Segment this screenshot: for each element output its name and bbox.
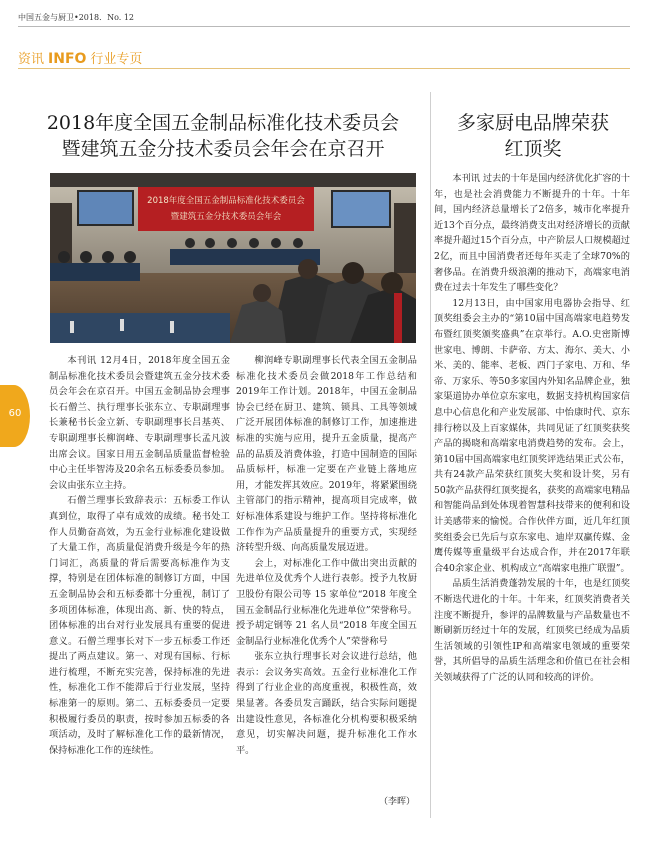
article2-column [434,171,630,686]
page-number: 60 [8,408,22,419]
column-divider [430,92,431,818]
header-divider [18,26,630,27]
section-label-info: INFO [48,51,87,67]
article1-col1-paragraph: 石僧兰理事长致辞表示：五标委工作认真到位，取得了卓有成效的成绩。秘书处工作人员勤奋高效，为五金行业标准化建设做了大量工作，高质量促消费升级是今年的热门词汇，高质量的背后需要高标准作为支撑，特别是在团体标准的制修订方面，中国五金制品协会和五标委都十分重视，制订了多项团体标准，体现出高、新、快的特点，团体标准的出台对行业发展具有重要的促进意义。石僧兰理事长对下一步五标委工作还提出了两点建议。第一、对现有国标、行标进行梳理，不断充实完善，保持标准的先进性，标准化工作不能滞后于行业发展，坚持标准第一的原则。第二、五标委委员一定要积极履行委员的职责，按时参加五标委的各项活动，及时了解标准化工作的最新情况，保持标准化工作的连续性。 [49,495,230,756]
journal-header: 中国五金与厨卫•2018．No. 12 [18,13,135,22]
section-label [18,48,142,67]
article1-author: （李晖） [378,797,415,807]
article1-col1-paragraph: 本刊讯 12月4日，2018年度全国五金制品标准化技术委员会暨建筑五金分技术委员会年会在京召开。中国五金制品协会理事长石僧兰、执行理事长张东立、专职副理事长兼秘书长金立新、专职副理事长吕基英、专职副理事长柳润峰、专职副理事长孟凡波出席会议。国家日用五金制品质量监督检验中心主任毕智涛及20余名五标委委员参加。会议由张东立主持。 [49,355,230,491]
meeting-photo-graphic [50,173,416,343]
photo-banner-line1: 2018年度全国五金制品标准化技术委员会 [147,196,305,206]
article2-paragraph: 本刊讯 过去的十年是国内经济优化扩容的十年，也是社会消费能力不断提升的十年。十年间，国内经济总量增长了2倍多，城市化率提升近13个百分点，最终消费支出对经济增长的贡献率提升超过15个百分点，中产阶层人口规模超过2亿，而且中国消费者还每年买走了全球70%的奢侈品。在消费升级浪潮的推动下，高端家电消费在过去十年发生了哪些变化？ [434,173,630,294]
article2-paragraph: 12月13日，由中国家用电器协会指导、红顶奖组委会主办的“第10届中国高端家电趋势发布暨红顶奖颁奖盛典”在京举行。A.O.史密斯博世家电、博朗、卡萨帝、方太、海尔、美大、小米、美的、能率、老板、西门子家电、万和、华帝、万家乐、等50多家国内外知名品牌企业，独家渠道协办单位京东家电，数据支持机构国家信息中心信息化和产业发展部、中怡康时代、京东排行榜以及上百家媒体，共同见证了红顶奖获奖产品的揭晓和高端家电消费趋势的发布。会上，第10届中国高端家电红顶奖评选结果正式公布，共有24款产品荣获红顶奖大奖和设计奖，另有50款产品获得红顶奖提名，获奖的高端家电精品和智能尚品到处体现着智慧科技带来的便利和设计美感带来的愉悦。合作伙伴方面，近几年红顶奖组委会已先后与京东家电、迪岸双赢传媒、金鹰传媒等重量级平台达成合作，并在2017年联合40余家企业、机构成立“高端家电推广联盟”。 [434,297,630,574]
article1-title-line2: 暨建筑五金分技术委员会年会在京召开 [61,138,385,160]
photo-banner-line2: 暨建筑五金分技术委员会年会 [170,212,282,222]
section-label-pre: 资讯 [18,52,45,67]
article1-title [18,110,428,162]
article1-col2-paragraph: 柳润峰专职副理事长代表全国五金制品标准化技术委员会做2018年工作总结和2019年工作计划。2018年，中国五金制品协会已经在厨卫、建筑、锁具、工具等领域广泛开展团体标准的制修订工作，加速推进标准的实施与应用，提升五金质量，提高产品的品质及消费体验，打造中国制造的国际品质标杆，标准一定要在产业链上落地应用，才能发挥其效应。2019年，将紧紧围绕主管部门的指示精神，提高项目完成率，做好标准体系建设与维护工作。坚持将标准化工作作为产品质量提升的重要方式，实现经济转型升级、向高质量发展迈进。 [236,355,417,554]
article1-column1 [49,353,230,758]
article2-title-line1: 多家厨电品牌荣获 [456,112,609,134]
meeting-photo [50,173,416,343]
article2-title [436,110,630,162]
article2-title-line2: 红顶奖 [504,138,562,160]
article1-col2-paragraph: 会上，对标准化工作中做出突出贡献的先进单位及优秀个人进行表彰。授予九牧厨卫股份有限公司等 15 家单位“2018 年度全国五金制品行业标准化先进单位”荣誉称号。授予胡定钢等 21 名人员“2018 年度全国五金制品行业标准化优秀个人”荣誉称号 [236,557,417,647]
article1-title-line1: 2018年度全国五金制品标准化技术委员会 [46,112,400,134]
section-label-post: 行业专页 [90,52,143,67]
article1-col2-paragraph: 张东立执行理事长对会议进行总结，他表示：会议务实高效。五金行业标准化工作得到了行业企业的高度重视，积极性高，效果显著。各委员发言踊跃，结合实际问题提出建设性意见，各标准化分机构要积极采纳意见，切实解决问题，提升标准化工作水平。 [236,651,417,756]
article2-paragraph: 品质生活消费蓬勃发展的十年，也是红顶奖不断迭代进化的十年。十年来，红顶奖消费者关注度不断提升，参评的品牌数量与产品数量也不断刷新历经过十年的发展，红顶奖已经成为品质生活领域的引领性IP和高端家电领域的重要荣誉，其所倡导的品质生活理念和价值已在社会相关领域获得了广泛的认同和较高的评价。 [434,578,630,683]
section-divider [18,68,630,69]
article1-column2 [236,353,417,758]
